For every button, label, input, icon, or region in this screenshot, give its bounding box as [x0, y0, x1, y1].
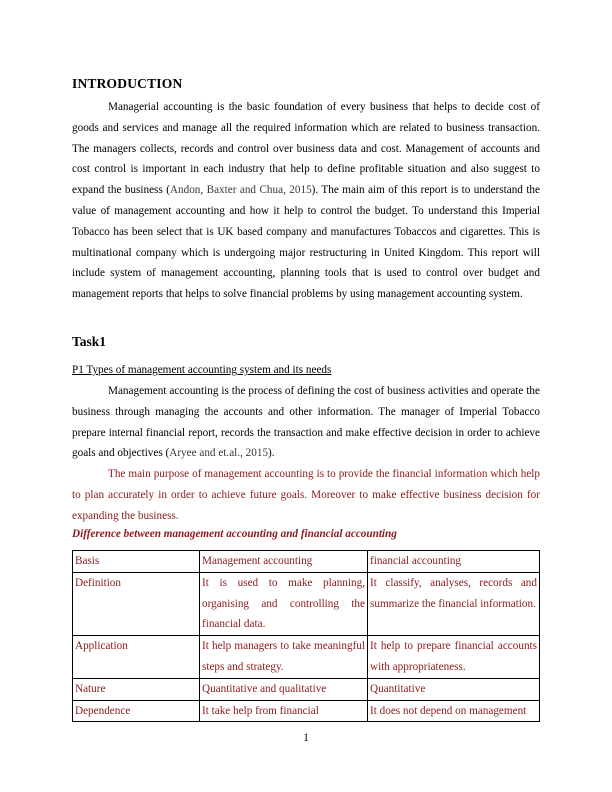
p1-subheading: P1 Types of management accounting system and its needs — [72, 364, 332, 376]
cell-management: It help managers to take meaningful steps and strategy. — [200, 636, 368, 679]
header-cell-management: Management accounting — [200, 551, 368, 573]
table-row — [73, 678, 540, 700]
cell-financial: It classify, analyses, records and summarize the financial information. — [368, 572, 540, 635]
cell-financial: It does not depend on management — [368, 700, 540, 722]
cell-financial: It help to prepare financial accounts with appropriateness. — [368, 636, 540, 679]
table-header-row — [73, 551, 540, 573]
p1-paragraph: Management accounting is the process of defining the cost of business activities and operate the business through managing the accounts and other information. The manager of Imperial Tobacco prepare internal financial report, records the transaction and make effective decision in order to achieve goals and objectives (Aryee and et.al., 2015). — [72, 385, 540, 460]
table-row — [73, 700, 540, 722]
introduction-heading: INTRODUCTION — [72, 76, 183, 91]
cell-management: It take help from financial — [200, 700, 368, 722]
cell-management: Quantitative and qualitative — [200, 678, 368, 700]
header-cell-basis: Basis — [73, 551, 200, 573]
header-cell-financial: financial accounting — [368, 551, 540, 573]
cell-basis: Definition — [73, 572, 200, 635]
difference-heading: Difference between management accounting and financial accounting — [72, 528, 397, 540]
cell-basis: Application — [73, 636, 200, 679]
cell-financial: Quantitative — [368, 678, 540, 700]
cell-management: It is used to make planning, organising and controlling the financial data. — [200, 572, 368, 635]
citation-aryee: Aryee and et.al., 2015 — [169, 447, 269, 460]
table-row — [73, 636, 540, 679]
difference-table — [72, 550, 540, 722]
citation-andon: Andon, Baxter and Chua, 2015 — [169, 184, 312, 197]
table-row — [73, 572, 540, 635]
task1-heading: Task1 — [72, 334, 107, 349]
cell-basis: Nature — [73, 678, 200, 700]
cell-basis: Dependence — [73, 700, 200, 722]
purpose-paragraph: The main purpose of management accounting is to provide the financial information which help to plan accurately in order to achieve future goals. Moreover to make effective business decision for expanding the business. — [72, 468, 540, 522]
introduction-paragraph: Managerial accounting is the basic foundation of every business that helps to decide cost of goods and services and manage all the required information which are related to business transaction. The managers collects, records and control over business data and cost. Management of accounts and cost control is important in each industry that help to define profitable situation and also suggest to expand the business (Andon, Baxter and Chua, 2015). The main aim of this report is to understand the value of management accounting and how it help to control the budget. To understand this Imperial Tobacco has been select that is UK based company and manufactures Tobaccos and cigarettes. This is multinational company which is undergoing major restructuring in United Kingdom. This report will include system of management accounting, planning tools that is used to control over budget and management reports that helps to solve financial problems by using management accounting system. — [72, 101, 540, 301]
page-number: 1 — [303, 732, 309, 744]
